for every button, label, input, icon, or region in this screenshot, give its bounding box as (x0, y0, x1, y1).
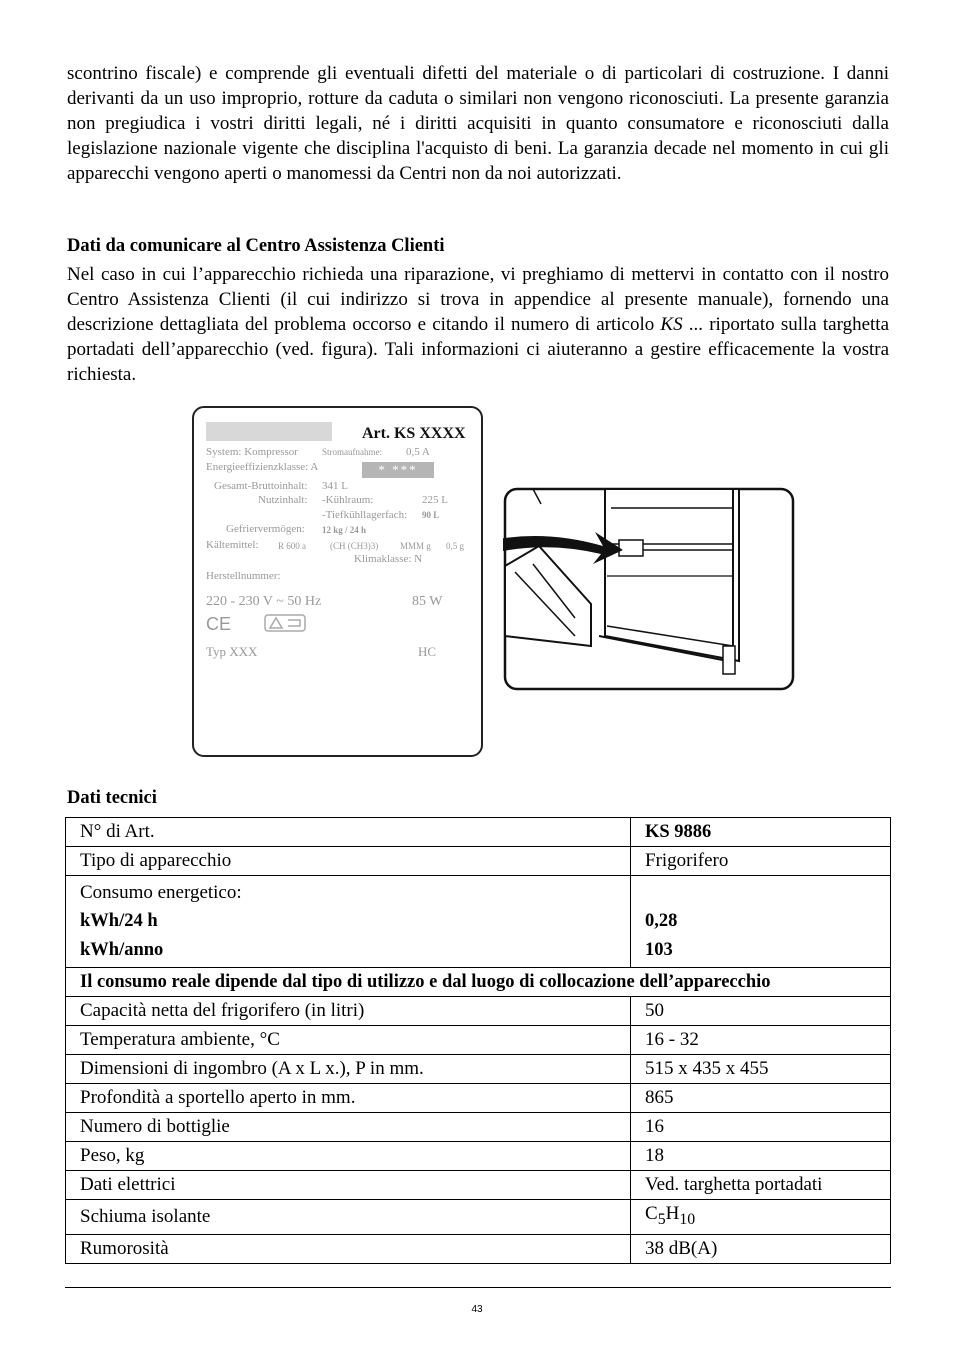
plate-gross-label: Gesamt-Bruttoinhalt: (214, 480, 308, 492)
warranty-text: scontrino fiscale) e comprende gli eventuali difetti del materiale o di particolari di costruzione. I danni derivanti da un uso improprio, rotture da caduta o similari non vengono riconosciuti. La presente garanzia non pregiudica i vostri diritti legali, né i diritti acquisiti in quanto consumatore e riconosciuti dalla legislazione nazionale vigente che disciplina l'acquisto di beni. La garanzia decade nel momento in cui gli apparecchi vengono aperti o manomessi da Centri non da noi autorizzati. (67, 63, 889, 184)
electrical-label: Dati elettrici (66, 1171, 631, 1200)
foam-value (631, 1200, 891, 1235)
plate-refrigerant-label: Kältemittel: (206, 539, 259, 551)
bottles-value: 16 (631, 1113, 891, 1142)
electrical-value: Ved. targhetta portadati (631, 1171, 891, 1200)
bottles-label: Numero di bottiglie (66, 1113, 631, 1142)
consumption-label: Consumo energetico: (80, 882, 242, 903)
dimensions-label: Dimensioni di ingombro (A x L x.), P in mm. (66, 1055, 631, 1084)
plate-refrigerant-value: R 600 a (278, 541, 306, 551)
model-code: KS (660, 314, 683, 335)
star-rating-icon: * *** (362, 462, 434, 478)
table-row (66, 1142, 891, 1171)
open-depth-value: 865 (631, 1084, 891, 1113)
table-row (66, 876, 891, 968)
service-text-start: Nel caso in cui l’apparecchio richieda una riparazione, vi preghiamo di mettervi in contatto con il nostro Centro Assistenza Clienti (il cui indirizzo si trova in appendice al presente manuale), fornendo una descrizione dettagliata del problema occorso e citando il numero di articolo (67, 264, 889, 335)
table-row (66, 847, 891, 876)
foam-h-sub: 10 (679, 1210, 696, 1228)
tech-heading: Dati tecnici (67, 788, 157, 808)
weight-value: 18 (631, 1142, 891, 1171)
plate-refrigerant-formula: (CH (CH3)3) (330, 541, 379, 551)
service-heading: Dati da comunicare al Centro Assistenza Clienti (67, 236, 445, 256)
plate-climate-class: Klimaklasse: N (354, 553, 423, 565)
table-row (66, 997, 891, 1026)
table-row (66, 1234, 891, 1263)
weight-label: Peso, kg (66, 1142, 631, 1171)
table-row (66, 818, 891, 847)
article-label: N° di Art. (66, 818, 631, 847)
kwh-year-value: 103 (645, 940, 673, 960)
plate-freezer-value: 90 L (422, 510, 440, 520)
warranty-paragraph (67, 61, 889, 186)
plate-system: System: Kompressor (206, 446, 298, 458)
plate-article: Art. KS XXXX (362, 425, 466, 442)
table-row (66, 1113, 891, 1142)
plate-energy-class: Energieeffizienzklasse: A (206, 461, 319, 473)
appliance-type-label: Tipo di apparecchio (66, 847, 631, 876)
plate-freeze-capacity-label: Gefriervermögen: (226, 523, 305, 535)
tech-data-table (65, 817, 891, 1264)
service-paragraph (67, 262, 889, 387)
ambient-temp-value: 16 - 32 (631, 1026, 891, 1055)
foam-h: H (665, 1203, 680, 1224)
consumption-cell (66, 876, 631, 968)
foam-label: Schiuma isolante (66, 1200, 631, 1235)
plate-freeze-capacity-value: 12 kg / 24 h (322, 525, 367, 535)
table-row (66, 1026, 891, 1055)
noise-label: Rumorosità (66, 1234, 631, 1263)
kwh-day-label: kWh/24 h (80, 911, 158, 931)
plate-gross-value: 341 L (322, 480, 348, 492)
table-row (66, 1200, 891, 1235)
plate-voltage: 220 - 230 V ~ 50 Hz (206, 594, 322, 609)
dimensions-value: 515 x 435 x 455 (631, 1055, 891, 1084)
table-row (66, 1055, 891, 1084)
plate-mmm-label: MMM g (400, 541, 431, 551)
consumption-values (631, 876, 891, 968)
table-row (66, 1084, 891, 1113)
plate-mmm-value: 0,5 g (446, 541, 464, 551)
ambient-temp-label: Temperatura ambiente, °C (66, 1026, 631, 1055)
kwh-year-label: kWh/anno (80, 940, 164, 960)
kwh-day-value: 0,28 (645, 911, 678, 931)
footer-divider (65, 1287, 891, 1288)
plate-cooler-value: 225 L (422, 494, 448, 506)
table-row (66, 968, 891, 997)
plate-serial-label: Herstellnummer: (206, 570, 281, 582)
table-row (66, 1171, 891, 1200)
foam-c-sub: 5 (657, 1210, 666, 1228)
plate-current-label: Stromaufnahme: (322, 447, 382, 457)
consumption-note: Il consumo reale dipende dal tipo di utilizzo e dal luogo di collocazione dell’apparecchio (66, 968, 891, 997)
capacity-value: 50 (631, 997, 891, 1026)
gs-safety-mark-icon (264, 614, 306, 632)
ce-mark-icon: CE (206, 614, 232, 634)
rating-plate (192, 406, 483, 757)
foam-c: C (645, 1203, 658, 1224)
noise-value: 38 dB(A) (631, 1234, 891, 1263)
capacity-label: Capacità netta del frigorifero (in litri) (66, 997, 631, 1026)
plate-freezer-label: -Tiefkühllagerfach: (322, 509, 408, 521)
appliance-type-value: Frigorifero (631, 847, 891, 876)
article-value: KS 9886 (631, 818, 891, 847)
brand-bar (206, 422, 332, 441)
plate-current-value: 0,5 A (406, 446, 430, 458)
rating-plate-figure (190, 404, 800, 760)
plate-power: 85 W (412, 594, 443, 609)
plate-cooler-label: -Kühlraum: (322, 494, 374, 506)
service-text-end: ... riportato sulla targhetta portadati dell’apparecchio (ved. figura). Tali informazioni ci aiuteranno a gestire efficacemente la vostra richiesta. (67, 314, 890, 385)
fridge-illustration (503, 486, 797, 692)
open-depth-label: Profondità a sportello aperto in mm. (66, 1084, 631, 1113)
plate-hc: HC (418, 644, 437, 659)
page-number: 43 (471, 1304, 483, 1315)
plate-type: Typ XXX (206, 644, 258, 659)
plate-net-label: Nutzinhalt: (258, 494, 308, 506)
